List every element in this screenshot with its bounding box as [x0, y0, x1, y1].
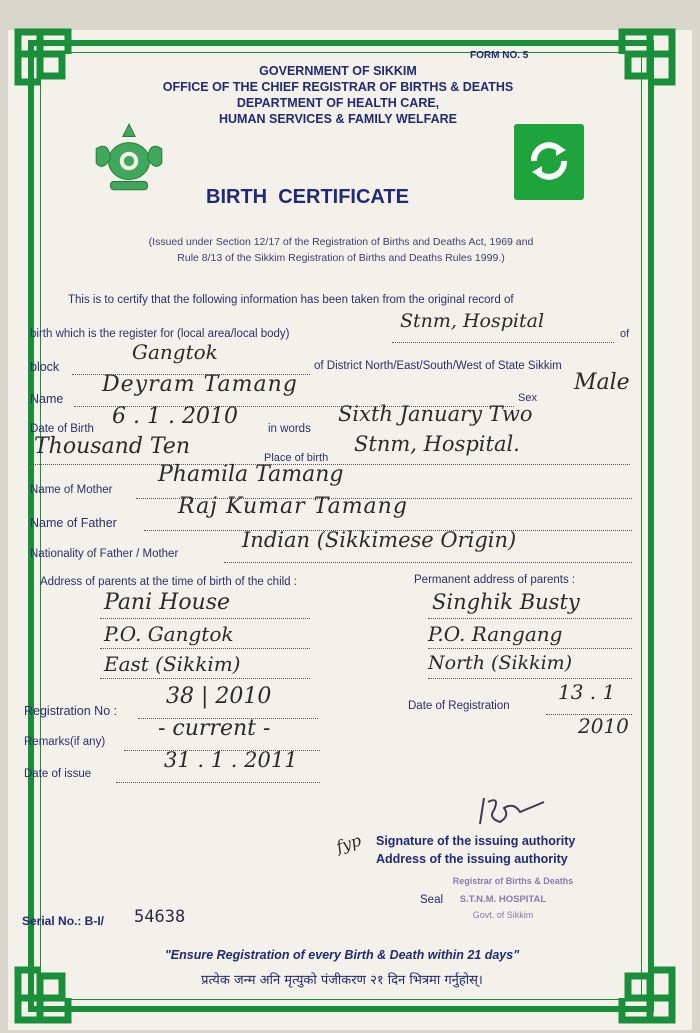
- address-birth-label: Address of parents at the time of birth of the child :: [40, 576, 297, 588]
- footer-nepali: प्रत्येक जन्म अनि मृत्युको पंजीकरण २१ दिन भित्रमा गर्नुहोस्।: [201, 973, 483, 988]
- issue-date-line: [116, 782, 320, 783]
- nationality-line: [224, 562, 632, 563]
- mother-value: Phamila Tamang: [158, 462, 344, 487]
- address-birth-line-1: Pani House: [104, 590, 231, 615]
- issued-note-line-2: Rule 8/13 of the Sikkim Registration of Births and Deaths Rules 1999.): [177, 252, 505, 264]
- registration-date-value-1: 13 . 1: [558, 680, 616, 704]
- inwords-label: in words: [268, 423, 311, 435]
- dob-value: 6 . 1 . 2010: [112, 404, 238, 429]
- header-line-1: GOVERNMENT OF SIKKIM: [259, 64, 417, 78]
- address-permanent-line-2: P.O. Rangang: [428, 622, 563, 646]
- block-label: block: [30, 360, 60, 374]
- address-permanent-line-3: North (Sikkim): [428, 652, 573, 674]
- address-birth-rule-2: [100, 648, 310, 649]
- stamp-line-2: S.T.N.M. HOSPITAL: [459, 894, 547, 905]
- inwords-value-1: Sixth January Two: [338, 402, 533, 426]
- corner-knot-top-left: [12, 26, 82, 96]
- health-logo: [514, 124, 584, 200]
- corner-knot-bottom-left: [12, 956, 82, 1026]
- seal-label: Seal: [420, 894, 444, 906]
- signature-initials: fyp: [333, 830, 364, 857]
- address-permanent-label: Permanent address of parents :: [414, 574, 576, 586]
- father-label: Name of Father: [30, 516, 117, 530]
- issue-date-value: 31 . 1 . 2011: [164, 748, 298, 772]
- registration-date-value-2: 2010: [578, 714, 629, 738]
- certify-text: This is to certify that the following information has been taken from the original record of: [68, 294, 514, 306]
- issue-date-label: Date of issue: [24, 768, 92, 780]
- sex-label: Sex: [518, 392, 537, 404]
- address-birth-rule-3: [100, 678, 310, 679]
- header-line-3: DEPARTMENT OF HEALTH CARE,: [236, 96, 440, 110]
- serial-label: Serial No.: B-I/: [22, 914, 105, 928]
- inwords-value-2: Thousand Ten: [34, 434, 191, 459]
- father-value: Raj Kumar Tamang: [178, 494, 408, 519]
- pob-value: Stnm, Hospital.: [354, 432, 520, 456]
- registration-no-label: Registration No :: [24, 704, 118, 718]
- certificate-page: [8, 30, 692, 1030]
- address-permanent-rule-2: [428, 648, 632, 649]
- nationality-label: Nationality of Father / Mother: [30, 548, 179, 560]
- address-birth-line-2: P.O. Gangtok: [104, 622, 234, 646]
- register-value: Stnm, Hospital: [400, 310, 545, 332]
- district-label: of District North/East/South/West of State Sikkim: [314, 360, 562, 372]
- refresh-circle-icon: [526, 138, 572, 184]
- remarks-label: Remarks(if any): [24, 736, 106, 748]
- stamp-line-1: Registrar of Births & Deaths: [452, 876, 574, 886]
- serial-value: 54638: [134, 907, 186, 927]
- state-emblem-icon: [88, 118, 170, 200]
- address-birth-line-3: East (Sikkim): [104, 652, 241, 676]
- dob-label: Date of Birth: [30, 423, 94, 435]
- block-value: Gangtok: [132, 340, 218, 364]
- name-label: Name: [30, 392, 64, 406]
- register-suffix: of: [620, 328, 630, 340]
- stamp-line-3: Govt. of Sikkim: [472, 910, 534, 920]
- remarks-value: - current -: [158, 716, 271, 741]
- sex-value: Male: [574, 370, 630, 395]
- registration-date-label: Date of Registration: [408, 700, 510, 712]
- name-value: Deyram Tamang: [102, 372, 298, 397]
- pob-label: Place of birth: [264, 452, 329, 464]
- signature-line-1: Signature of the issuing authority: [376, 834, 576, 848]
- issued-note-line-1: (Issued under Section 12/17 of the Registration of Births and Deaths Act, 1969 and: [148, 236, 534, 248]
- address-permanent-rule-1: [428, 618, 632, 619]
- register-label: birth which is the register for (local area/local body): [30, 328, 290, 340]
- registration-no-value: 38 | 2010: [166, 684, 272, 709]
- register-line: [392, 342, 614, 343]
- signature-line-2: Address of the issuing authority: [376, 852, 568, 866]
- header-line-4: HUMAN SERVICES & FAMILY WELFARE: [219, 112, 457, 126]
- signature-scribble: [474, 792, 554, 832]
- corner-knot-top-right: [608, 26, 678, 96]
- certificate-title: BIRTH CERTIFICATE: [206, 186, 409, 208]
- address-permanent-rule-3: [428, 678, 632, 679]
- form-number: FORM NO. 5: [470, 50, 529, 61]
- address-birth-rule-1: [100, 618, 310, 619]
- nationality-value: Indian (Sikkimese Origin): [242, 528, 517, 552]
- mother-label: Name of Mother: [30, 484, 113, 496]
- header-line-2: OFFICE OF THE CHIEF REGISTRAR OF BIRTHS & DEATHS: [162, 80, 514, 94]
- footer-english: "Ensure Registration of every Birth & Death within 21 days": [164, 948, 520, 962]
- corner-knot-bottom-right: [608, 956, 678, 1026]
- address-permanent-line-1: Singhik Busty: [432, 590, 580, 614]
